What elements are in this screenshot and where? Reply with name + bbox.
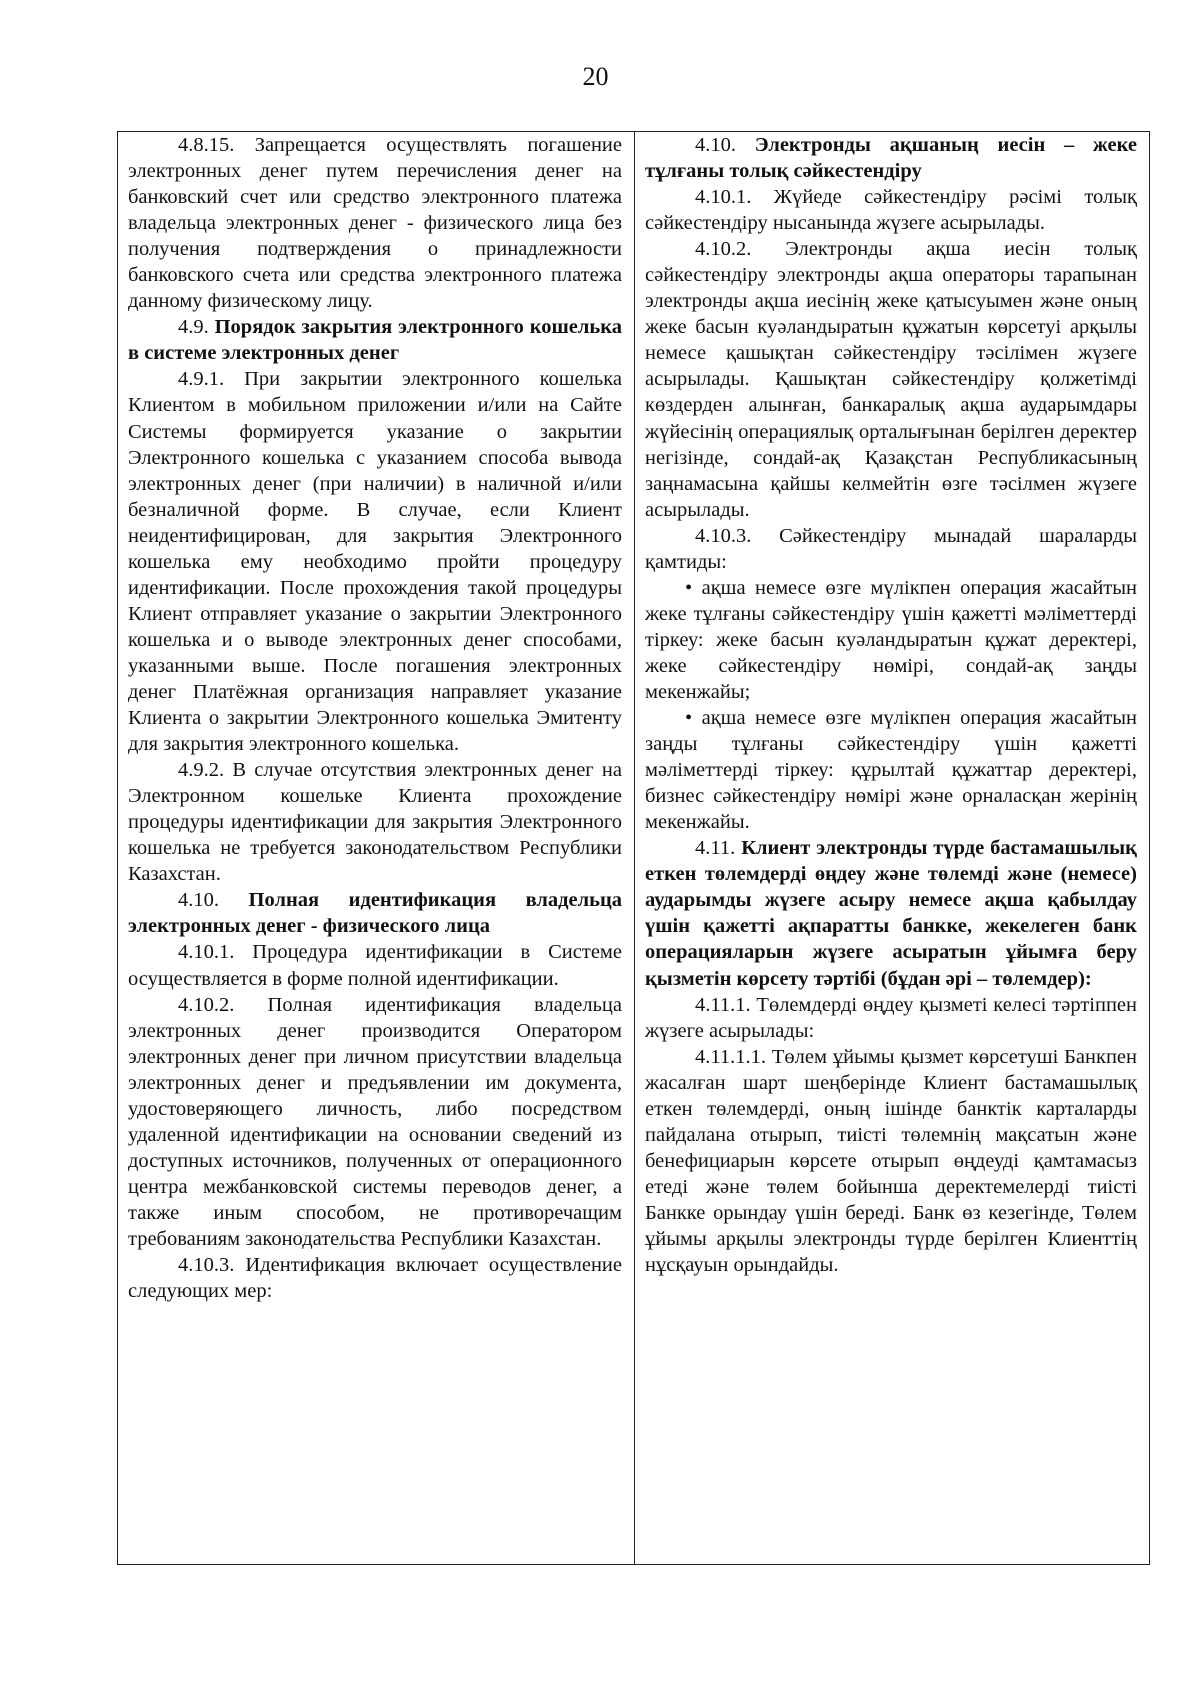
russian-column bbox=[118, 132, 635, 1564]
heading-title: Порядок закрытия электронного кошелька в системе электронных денег bbox=[128, 316, 622, 365]
paragraph-4-10-2: 4.10.2. Электронды ақша иесін толық сәйкестендіру электронды ақша операторы тарапынан электронды ақша иесінің жеке қатысуымен және оның жеке басын куәландыратын құжатын көрсетуі арқылы немесе қашықтан сәйкестендіру тәсілімен жүзеге асырылады. Қашықтан сәйкестендіру қолжетімді көздерден алынған, банкаралық ақша аударымдары жүйесінің операциялық орталығынан берілген деректер негізінде, сондай-ақ Қазақстан Республикасының заңнамасына қайшы келмейтін өзге тәсілмен жүзеге асырылады. bbox=[645, 238, 1137, 521]
heading-4-10 bbox=[128, 887, 622, 939]
heading-title: Полная идентификация владельца электронных денег - физического лица bbox=[128, 889, 623, 938]
heading-number: 4.11. bbox=[695, 837, 736, 860]
heading-4-11 bbox=[645, 835, 1137, 991]
paragraph-4-10-1: 4.10.1. Жүйеде сәйкестендіру рәсімі толық сәйкестендіру нысанында жүзеге асырылады. bbox=[645, 186, 1137, 235]
paragraph-4-10-1: 4.10.1. Процедура идентификации в Системе осуществляется в форме полной идентификации. bbox=[128, 941, 622, 990]
heading-title: Электронды ақшаның иесін – жеке тұлғаны толық сәйкестендіру bbox=[645, 134, 1137, 183]
bullet-icon: • bbox=[685, 707, 693, 730]
paragraph-4-10-3: 4.10.3. Идентификация включает осуществление следующих мер: bbox=[128, 1254, 622, 1303]
paragraph-4-10-2: 4.10.2. Полная идентификация владельца электронных денег производится Оператором электронных денег при личном присутствии владельца электронных денег и предъявлении им документа, удостоверяющего личность, либо посредством удаленной идентификации на основании сведений из доступных источников, полученных от операционного центра межбанковской системы переводов денег, а также иным способом, не противоречащим требованиям законодательства Республики Казахстан. bbox=[128, 993, 622, 1250]
list-item-text: ақша немесе өзге мүлікпен операция жасайтын заңды тұлғаны сәйкестендіру үшін қажетті мәліметтерді тіркеу: құрылтай құжаттар деректері, бизнес сәйкестендіру нөмірі және орналасқан жерінің мекенжайы. bbox=[645, 707, 1137, 834]
heading-4-9 bbox=[128, 314, 622, 366]
paragraph-4-10-3: 4.10.3. Сәйкестендіру мынадай шараларды қамтиды: bbox=[645, 524, 1137, 573]
heading-title: Клиент электронды түрде бастамашылық еткен төлемдерді өңдеу және төлемді және (немесе) аударымды жүзеге асыру немесе ақша қабылдау үшін қажетті ақпаратты банкке, жекелеген банк операцияларын жүзеге асыратын ұйымға беру қызметін көрсету тәртібі (бұдан әрі – төлемдер): bbox=[645, 837, 1137, 990]
paragraph-4-9-2: 4.9.2. В случае отсутствия электронных денег на Электронном кошельке Клиента прохождение процедуры идентификации для закрытия Электронного кошелька не требуется законодательством Республики Казахстан. bbox=[128, 759, 622, 886]
list-item bbox=[645, 575, 1137, 705]
paragraph-4-8-15: 4.8.15. Запрещается осуществлять погашение электронных денег путем перечисления денег на банковский счет или средство электронного платежа владельца электронных денег - физического лица без получения подтверждения о принадлежности банковского счета или средства электронного платежа данному физическому лицу. bbox=[128, 134, 622, 313]
paragraph-4-9-1: 4.9.1. При закрытии электронного кошелька Клиентом в мобильном приложении и/или на Сайте Системы формируется указание о закрытии Электронного кошелька с указанием способа вывода электронных денег (при наличии) в наличной и/или безналичной форме. В случае, если Клиент неидентифицирован, для закрытия Электронного кошелька ему необходимо пройти процедуру идентификации. После прохождения такой процедуры Клиент отправляет указание о закрытии Электронного кошелька и о выводе электронных денег способами, указанными выше. После погашения электронных денег Платёжная организация направляет указание Клиента о закрытии Электронного кошелька Эмитенту для закрытия электронного кошелька. bbox=[128, 368, 622, 756]
bilingual-text-table bbox=[117, 131, 1150, 1565]
bullet-icon: • bbox=[685, 576, 693, 599]
paragraph-4-11-1-1: 4.11.1.1. Төлем ұйымы қызмет көрсетуші Банкпен жасалған шарт шеңберінде Клиент бастамашылық еткен төлемдерді, оның ішінде банктік карталарды пайдалана отырып, тиісті төлемнің мақсатын және бенефициарын көрсете отырып өңдеуді қамтамасыз етеді және төлем бойынша деректемелерді тиісті Банкке орындау үшін береді. Банк өз кезегінде, Төлем ұйымы арқылы электронды түрде берілген Клиенттің нұсқауын орындайды. bbox=[645, 1045, 1137, 1277]
heading-number: 4.9. bbox=[178, 316, 209, 339]
kazakh-column bbox=[635, 132, 1149, 1564]
list-item bbox=[645, 705, 1137, 835]
heading-4-10 bbox=[645, 132, 1137, 184]
list-item-text: ақша немесе өзге мүлікпен операция жасайтын жеке тұлғаны сәйкестендіру үшін қажетті мәліметтерді тіркеу: жеке басын куәландыратын құжат деректері, жеке сәйкестендіру нөмірі, сондай-ақ заңды мекенжайы; bbox=[645, 576, 1137, 703]
heading-number: 4.10. bbox=[695, 134, 736, 156]
paragraph-4-11-1: 4.11.1. Төлемдерді өңдеу қызметі келесі тәртіппен жүзеге асырылады: bbox=[645, 993, 1137, 1042]
page-number: 20 bbox=[582, 62, 609, 91]
heading-number: 4.10. bbox=[178, 889, 219, 912]
